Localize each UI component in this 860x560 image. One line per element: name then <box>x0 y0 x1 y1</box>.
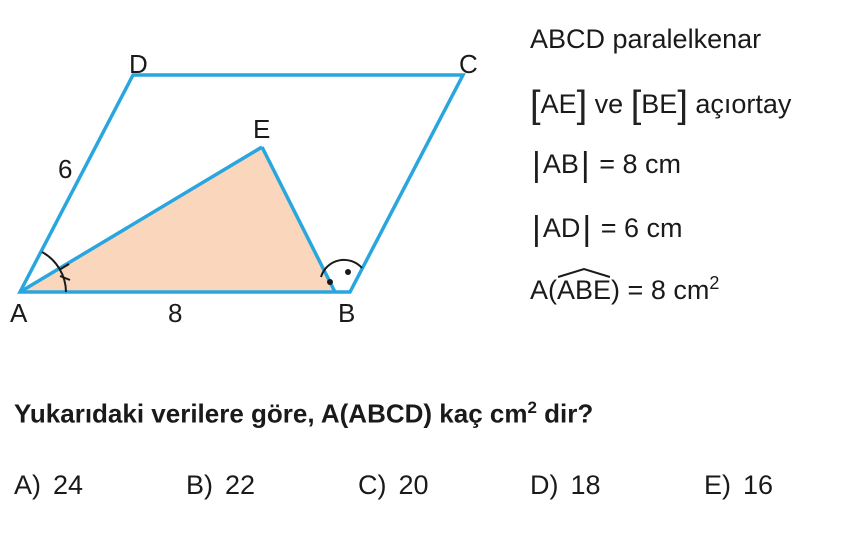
option-a-value: 24 <box>53 470 84 500</box>
segment-ae-label: AE <box>540 89 577 119</box>
given-line-1: ABCD paralelkenar <box>530 24 762 54</box>
angle-dot-b-2 <box>345 269 351 275</box>
point-label-d: D <box>129 49 148 79</box>
bisector-word: açıortay <box>695 89 792 119</box>
area-value: = 8 cm <box>627 275 710 305</box>
triangle-arc-notation <box>557 277 611 304</box>
option-e-value: 16 <box>743 470 774 500</box>
option-d-value: 18 <box>570 470 601 500</box>
ad-value: = 6 cm <box>600 213 683 243</box>
option-c-label: C) <box>358 470 387 500</box>
given-bisectors <box>530 86 791 124</box>
abs-bar: | <box>580 146 590 184</box>
area-suffix: ) <box>611 275 621 305</box>
point-label-e: E <box>253 114 271 144</box>
option-c-value: 20 <box>398 470 429 500</box>
angle-dot-b-1 <box>327 279 333 285</box>
conjunction-ve: ve <box>594 89 624 119</box>
option-d[interactable] <box>530 470 601 501</box>
ab-label: AB <box>542 149 579 179</box>
side-label-ad: 6 <box>58 154 73 184</box>
parallelogram-figure <box>0 0 520 340</box>
abs-bar: | <box>582 210 592 248</box>
question-tail: dir? <box>536 398 594 429</box>
area-exponent: 2 <box>709 273 720 293</box>
abs-bar: | <box>532 146 541 184</box>
bracket-close: ] <box>677 84 688 126</box>
point-label-b: B <box>338 298 356 328</box>
area-triangle-label: ABE <box>557 275 612 305</box>
given-ab-length <box>530 148 681 182</box>
area-prefix: A( <box>530 275 557 305</box>
point-label-a: A <box>10 298 28 328</box>
abs-bar: | <box>532 210 541 248</box>
option-a[interactable] <box>14 470 83 501</box>
bracket-close: ] <box>576 84 588 126</box>
option-d-label: D) <box>530 470 559 500</box>
given-parallelogram <box>530 26 761 53</box>
option-b[interactable] <box>186 470 255 501</box>
side-label-ab: 8 <box>168 298 183 328</box>
bracket-open: [ <box>630 84 642 126</box>
question-main: Yukarıdaki verilere göre, A(ABCD) kaç cm <box>14 398 528 429</box>
question-exponent: 2 <box>527 398 537 417</box>
triangle-hat-icon <box>557 268 611 278</box>
question-text <box>14 398 593 430</box>
option-b-value: 22 <box>225 470 256 500</box>
option-e[interactable] <box>704 470 773 501</box>
given-ad-length <box>530 212 683 246</box>
option-e-label: E) <box>704 470 731 500</box>
bracket-open: [ <box>530 84 541 126</box>
option-c[interactable] <box>358 470 429 501</box>
option-a-label: A) <box>14 470 41 500</box>
segment-be-label: BE <box>641 89 678 119</box>
option-b-label: B) <box>186 470 213 500</box>
ad-label: AD <box>542 213 581 243</box>
ab-value: = 8 cm <box>599 149 682 179</box>
point-label-c: C <box>459 49 478 79</box>
given-area-abe <box>530 274 719 304</box>
